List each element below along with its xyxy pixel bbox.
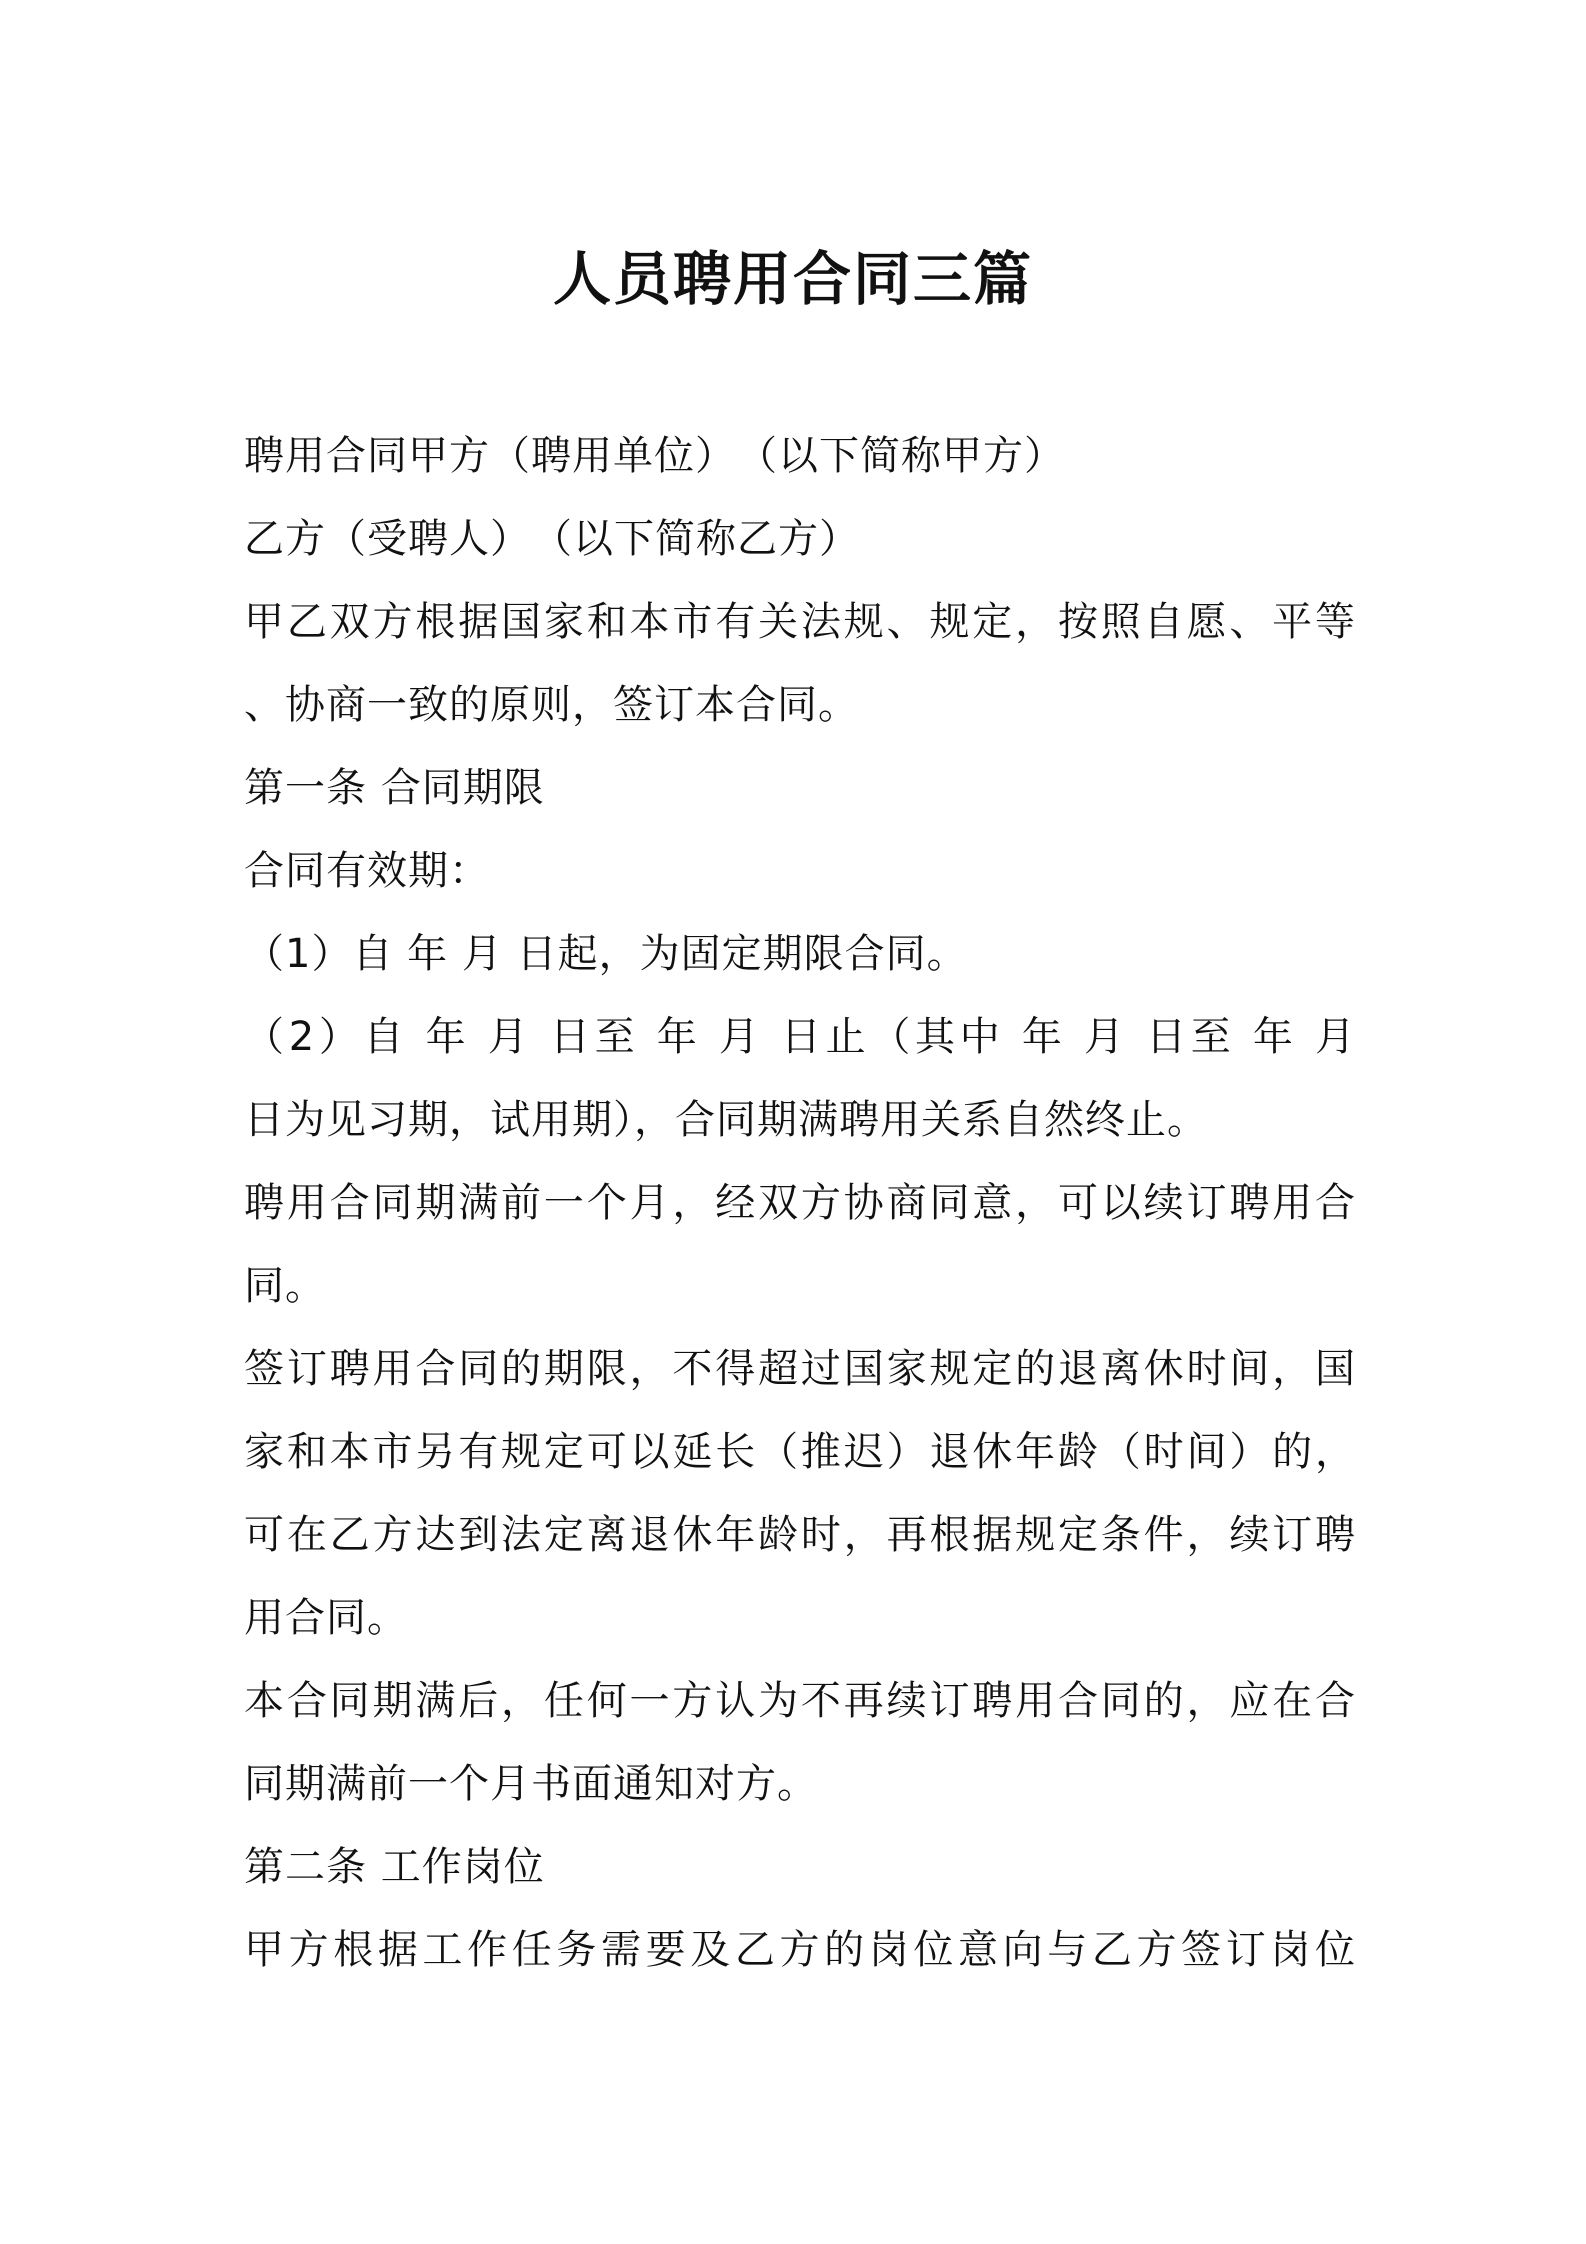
- expiry-line-2: 同期满前一个月书面通知对方。: [244, 1761, 818, 1807]
- article-1-heading: 第一条 合同期限: [244, 765, 545, 811]
- renewal-line-1: 聘用合同期满前一个月，经双方协商同意，可以续订聘用合: [244, 1180, 1356, 1226]
- retirement-line-1: 签订聘用合同的期限，不得超过国家规定的退离休时间，国: [244, 1346, 1356, 1392]
- party-a-line: 聘用合同甲方（聘用单位） （以下简称甲方）: [244, 433, 1065, 479]
- retirement-line-2: 家和本市另有规定可以延长（推迟）退休年龄（时间）的，: [244, 1429, 1356, 1475]
- retirement-line-4: 用合同。: [244, 1595, 408, 1641]
- retirement-line-3: 可在乙方达到法定离退休年龄时，再根据规定条件，续订聘: [244, 1512, 1356, 1558]
- document-body: [244, 415, 1356, 1992]
- term-option-2-line-1: （2）自 年 月 日至 年 月 日止（其中 年 月 日至 年 月: [244, 1014, 1356, 1060]
- renewal-line-2: 同。: [244, 1263, 326, 1309]
- article-2-heading: 第二条 工作岗位: [244, 1844, 545, 1890]
- position-line-1: 甲方根据工作任务需要及乙方的岗位意向与乙方签订岗位: [244, 1927, 1356, 1973]
- term-option-2-line-2: 日为见习期，试用期），合同期满聘用关系自然终止。: [244, 1097, 1208, 1143]
- term-option-1: （1）自 年 月 日起，为固定期限合同。: [244, 931, 968, 977]
- document-title: 人员聘用合同三篇: [552, 245, 1033, 313]
- preamble-line-1: 甲乙双方根据国家和本市有关法规、规定，按照自愿、平等: [244, 599, 1356, 645]
- expiry-line-1: 本合同期满后，任何一方认为不再续订聘用合同的，应在合: [244, 1678, 1356, 1724]
- term-label: 合同有效期：: [244, 848, 490, 894]
- preamble-line-2: 、协商一致的原则，签订本合同。: [244, 682, 859, 728]
- party-b-line: 乙方（受聘人） （以下简称乙方）: [244, 516, 860, 562]
